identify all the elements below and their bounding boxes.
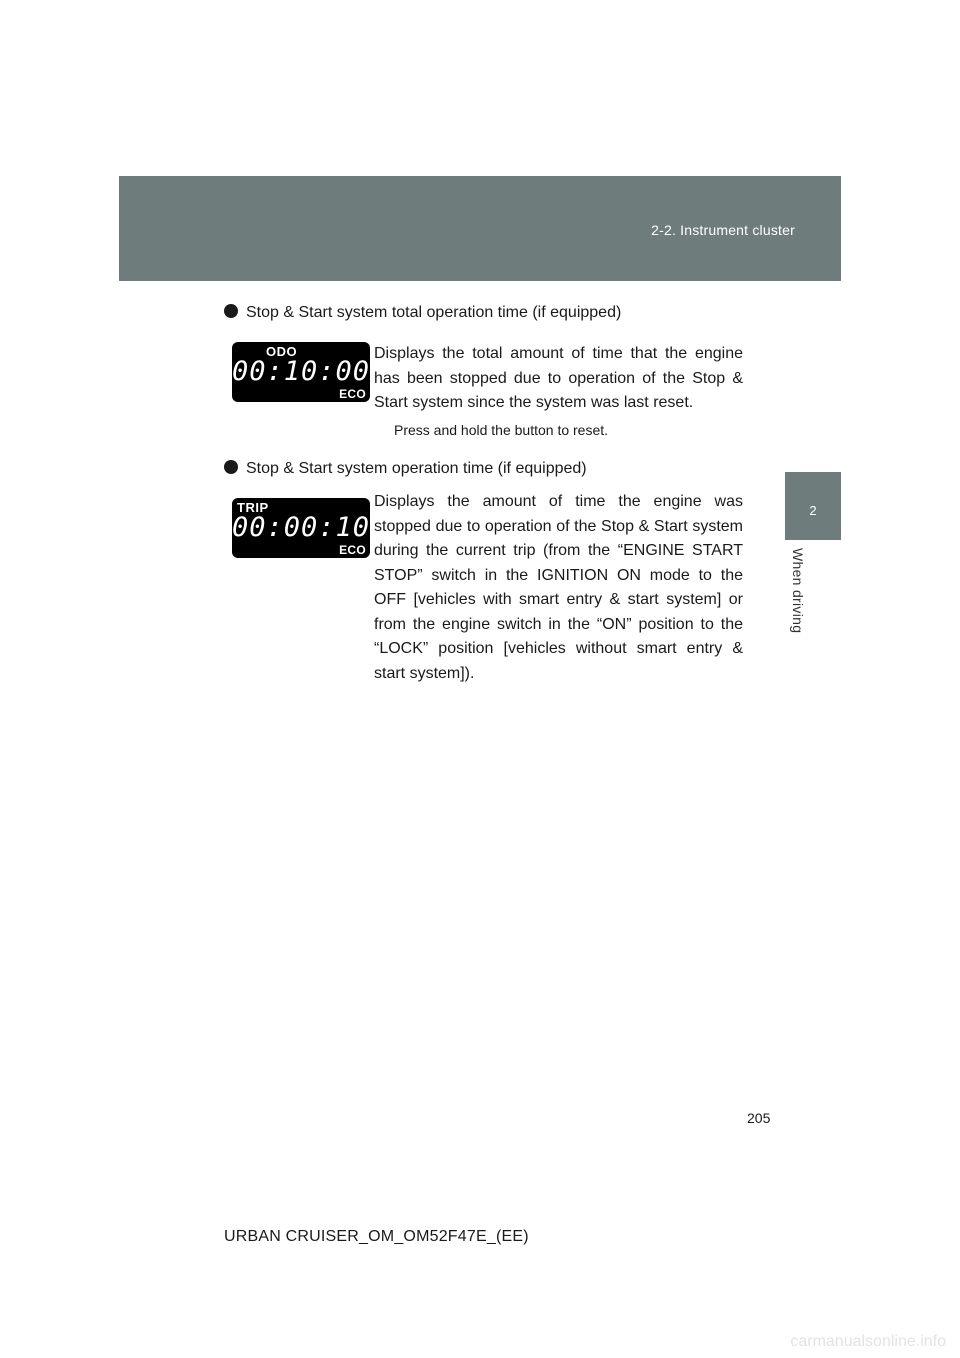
chapter-tab [785,472,841,540]
chapter-number: 2 [809,503,817,518]
bullet-icon [224,304,238,318]
display-time: 00:00:10 [232,512,371,543]
section-heading-text: Stop & Start system total operation time (if equipped) [246,304,622,321]
display-eco-label: ECO [339,543,366,557]
watermark: carmanualsonline.info [790,1333,946,1350]
manual-code: URBAN CRUISER_OM_OM52F47E_(EE) [224,1228,529,1245]
section-title: 2-2. Instrument cluster [651,222,795,238]
display-time: 00:10:00 [232,356,371,387]
description-total-time: Displays the total amount of time that the engine has been stopped due to operation of the Stop & Start system since the system was last reset. [374,345,743,411]
description-trip-time: Displays the amount of time the engine was stopped due to operation of the Stop & Start system during the current trip (from the “ENGINE START STOP” switch in the IGNITION ON mode to the OFF [vehicles with smart entry & start system] or from the engine switch in the “ON” position to the “LOCK” position [vehicles without smart entry & start system]). [374,493,743,682]
reset-note: Press and hold the button to reset. [394,422,609,438]
display-eco-label: ECO [339,387,366,401]
section-heading-text: Stop & Start system operation time (if equipped) [246,460,587,477]
trip-eco-display [232,498,370,558]
display-top-label: ODO [266,344,298,359]
odo-eco-display [232,342,370,402]
section-heading-trip-time [224,460,587,478]
bullet-icon [224,460,238,474]
section-heading-total-time [224,304,621,322]
display-top-label: TRIP [237,500,269,515]
page-number: 205 [747,1110,771,1126]
chapter-title: When driving [790,548,806,634]
header-band [119,176,841,281]
